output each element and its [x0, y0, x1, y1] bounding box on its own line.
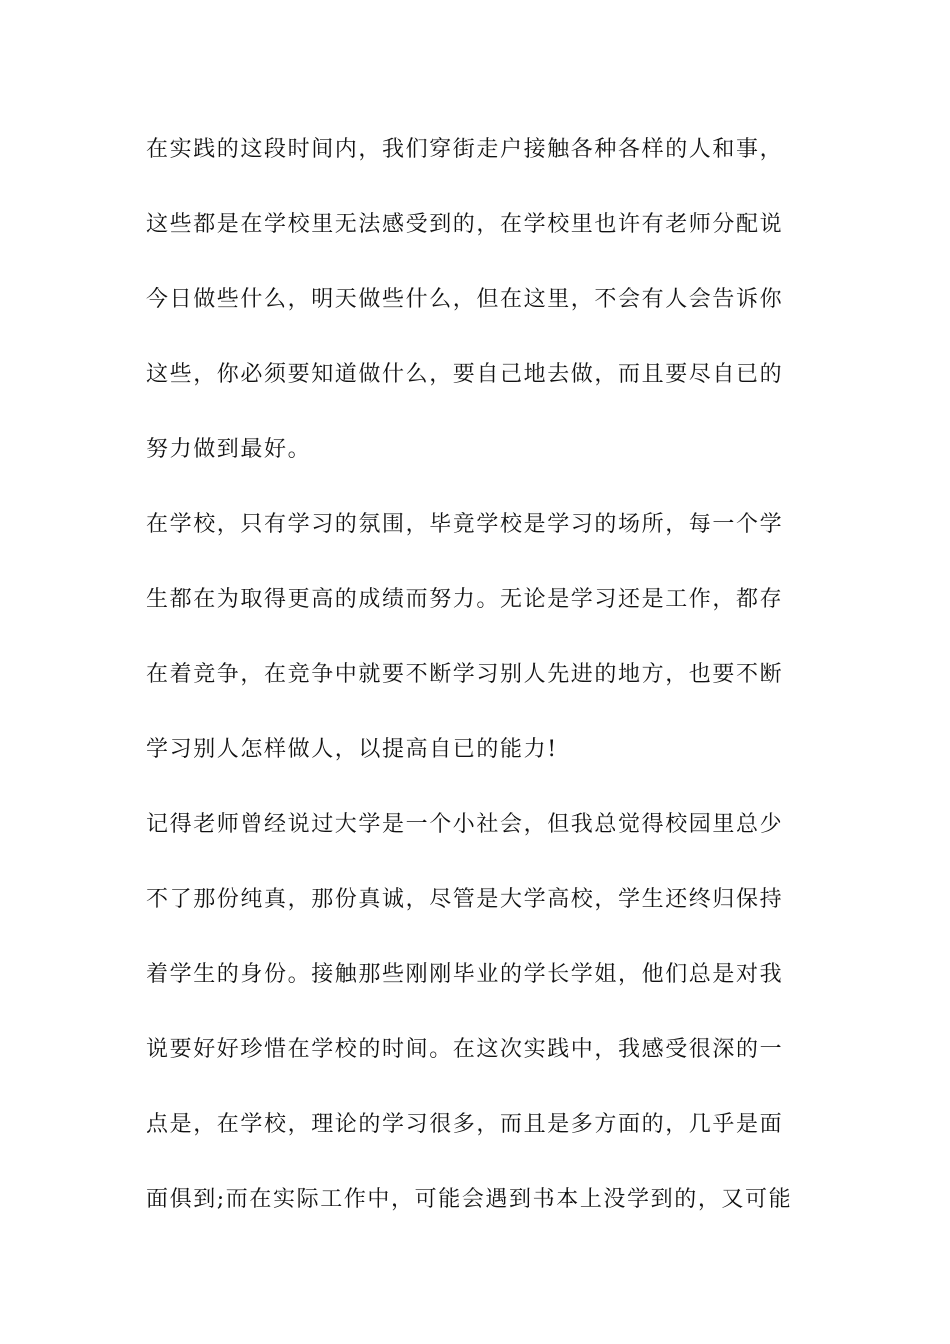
text-line: 学习别人怎样做人，以提高自已的能力!	[146, 737, 558, 762]
text-line: 这些，你必须要知道做什么，要自己地去做，而且要尽自已的	[146, 362, 784, 387]
text-line: 这些都是在学校里无法感受到的，在学校里也许有老师分配说	[146, 212, 784, 237]
text-line: 着学生的身份。接触那些刚刚毕业的学长学姐，他们总是对我	[146, 962, 784, 987]
text-line: 在着竞争，在竞争中就要不断学习别人先进的地方，也要不断	[146, 662, 784, 687]
text-line: 面俱到;而在实际工作中，可能会遇到书本上没学到的，又可能	[146, 1187, 793, 1212]
text-line: 在实践的这段时间内，我们穿街走户接触各种各样的人和事，	[146, 137, 784, 162]
text-line: 说要好好珍惜在学校的时间。在这次实践中，我感受很深的一	[146, 1037, 784, 1062]
text-line: 记得老师曾经说过大学是一个小社会，但我总觉得校园里总少	[146, 812, 784, 837]
text-line: 生都在为取得更高的成绩而努力。无论是学习还是工作，都存	[146, 587, 784, 612]
text-line: 在学校，只有学习的氛围，毕竟学校是学习的场所，每一个学	[146, 512, 784, 537]
text-line: 今日做些什么，明天做些什么，但在这里，不会有人会告诉你	[146, 287, 784, 312]
text-line: 努力做到最好。	[146, 437, 312, 462]
text-line: 不了那份纯真，那份真诚，尽管是大学高校，学生还终归保持	[146, 887, 784, 912]
text-line: 点是，在学校，理论的学习很多，而且是多方面的，几乎是面	[146, 1112, 784, 1137]
